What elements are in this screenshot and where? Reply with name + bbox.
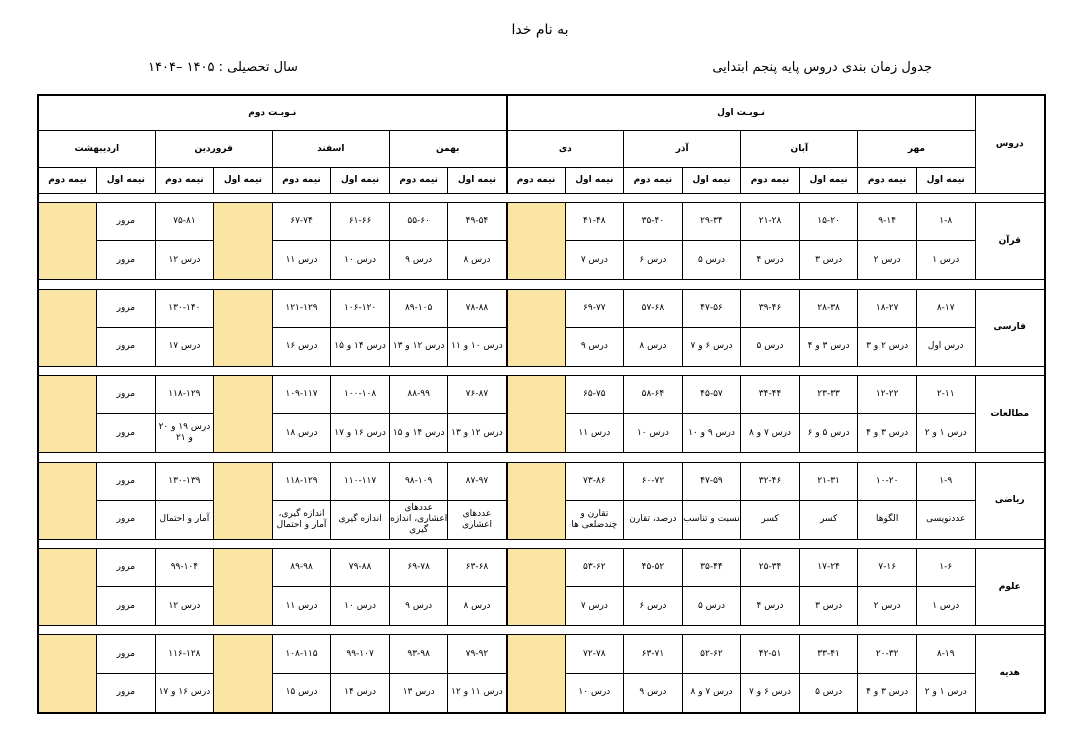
page-range-cell: ۷۲-۷۸ (565, 635, 624, 673)
highlighted-empty-cell (507, 635, 566, 713)
page-range-cell: ۱۰-۲۰ (858, 462, 917, 500)
page-range-cell: مرور (97, 203, 156, 241)
page-range-cell: ۹۳-۹۸ (389, 635, 448, 673)
page-range-cell: ۴۵-۵۷ (682, 376, 741, 414)
page-range-cell: ۱۲-۲۲ (858, 376, 917, 414)
page-range-cell: ۱۰۹-۱۱۷ (272, 376, 331, 414)
page-range-cell: ۱۱۸-۱۲۹ (272, 462, 331, 500)
page-range-cell: ۸۷-۹۷ (448, 462, 507, 500)
lesson-cell: درس ۱۷ (155, 327, 214, 366)
lesson-cell: درس ۸ (448, 587, 507, 626)
month-header: آذر (624, 131, 741, 168)
page-range-cell: ۷۵-۸۱ (155, 203, 214, 241)
page-range-cell: ۱۷-۲۴ (799, 548, 858, 586)
lesson-cell: درس ۵ (741, 327, 800, 366)
lesson-cell: درس ۱ (916, 587, 975, 626)
page-range-cell: ۲۰-۳۲ (858, 635, 917, 673)
row-spacer (38, 453, 1045, 462)
highlighted-empty-cell (214, 376, 273, 453)
lesson-cell: درس ۱۴ و ۱۵ (389, 414, 448, 453)
highlighted-empty-cell (507, 462, 566, 539)
page-range-cell: ۹۹-۱۰۴ (155, 548, 214, 586)
lesson-cell: درصد، تقارن (624, 500, 683, 539)
page-range-cell: ۱-۹ (916, 462, 975, 500)
page-range-cell: ۵۷-۶۸ (624, 289, 683, 327)
highlighted-empty-cell (38, 635, 97, 713)
page-range-cell: ۶۳-۶۸ (448, 548, 507, 586)
lesson-cell: درس ۱۴ (331, 673, 390, 713)
highlighted-empty-cell (38, 203, 97, 280)
lesson-cell: کسر (741, 500, 800, 539)
page-range-cell: ۶۹-۷۷ (565, 289, 624, 327)
page-range-cell: ۹-۱۴ (858, 203, 917, 241)
lesson-cell: درس ۳ (799, 241, 858, 280)
lesson-cell: درس ۱۸ (272, 414, 331, 453)
lesson-cell: اندازه گیری، آمار و احتمال (272, 500, 331, 539)
lesson-cell: درس ۹ (624, 673, 683, 713)
second-half-header: نیمه دوم (155, 168, 214, 194)
lesson-cell: درس ۵ (682, 241, 741, 280)
page-range-cell: ۹۹-۱۰۷ (331, 635, 390, 673)
lesson-cell: درس ۶ (624, 241, 683, 280)
page-range-cell: ۳۹-۴۶ (741, 289, 800, 327)
highlighted-empty-cell (38, 548, 97, 625)
highlighted-empty-cell (214, 548, 273, 625)
subject-row (38, 376, 1045, 414)
page-range-cell: ۵۳-۶۲ (565, 548, 624, 586)
month-header: اردیبهشت (38, 131, 155, 168)
lesson-cell: الگوها (858, 500, 917, 539)
lesson-cell: مرور (97, 673, 156, 713)
second-half-header: نیمه دوم (389, 168, 448, 194)
lesson-cell: درس ۱۰ (565, 673, 624, 713)
lesson-cell: درس ۸ (624, 327, 683, 366)
page-range-cell: ۸-۱۹ (916, 635, 975, 673)
highlighted-empty-cell (214, 462, 273, 539)
page-range-cell: ۷۸-۸۸ (448, 289, 507, 327)
lesson-cell: درس ۷ (565, 587, 624, 626)
page-range-cell: ۵۵-۶۰ (389, 203, 448, 241)
lesson-cell: اندازه گیری (331, 500, 390, 539)
page-range-cell: ۲۳-۳۳ (799, 376, 858, 414)
lesson-cell: درس ۱۰ (624, 414, 683, 453)
highlighted-empty-cell (507, 548, 566, 625)
lesson-cell: درس ۱ (916, 241, 975, 280)
lesson-cell: درس ۵ و ۶ (799, 414, 858, 453)
lesson-cell: تقارن و چندضلعی ها (565, 500, 624, 539)
lesson-cell: درس ۱۰ (331, 241, 390, 280)
page-range-cell: ۱۸-۲۷ (858, 289, 917, 327)
month-header: بهمن (389, 131, 506, 168)
subject-name: فارسی (975, 289, 1045, 366)
highlighted-empty-cell (214, 203, 273, 280)
page-range-cell: ۴۹-۵۴ (448, 203, 507, 241)
subject-row (38, 635, 1045, 673)
lesson-cell: درس ۹ (565, 327, 624, 366)
lessons-header: دروس (975, 95, 1045, 194)
page-range-cell: ۹۸-۱۰۹ (389, 462, 448, 500)
page-range-cell: ۳۵-۴۰ (624, 203, 683, 241)
page-range-cell: مرور (97, 289, 156, 327)
second-half-header: نیمه دوم (38, 168, 97, 194)
page-range-cell: ۶۱-۶۶ (331, 203, 390, 241)
month-header: آبان (741, 131, 858, 168)
lesson-cell: درس ۱۵ (272, 673, 331, 713)
page-range-cell: ۷۹-۹۲ (448, 635, 507, 673)
page-range-cell: مرور (97, 376, 156, 414)
lesson-cell: درس ۱۶ (272, 327, 331, 366)
page-range-cell: ۱۳۰-۱۳۹ (155, 462, 214, 500)
row-spacer (38, 280, 1045, 289)
page-range-cell: ۴۲-۵۱ (741, 635, 800, 673)
page-range-cell: ۱-۶ (916, 548, 975, 586)
second-half-header: نیمه دوم (858, 168, 917, 194)
lesson-cell: کسر (799, 500, 858, 539)
lesson-cell: درس ۲ (858, 587, 917, 626)
lesson-cell: درس ۱۹ و ۲۰ و ۲۱ (155, 414, 214, 453)
month-header: فروردین (155, 131, 272, 168)
lesson-cell: درس ۳ و ۴ (858, 673, 917, 713)
first-half-header: نیمه اول (331, 168, 390, 194)
page-range-cell: ۷۹-۸۸ (331, 548, 390, 586)
lesson-cell: درس ۷ (565, 241, 624, 280)
highlighted-empty-cell (38, 289, 97, 366)
page-range-cell: ۱۲۱-۱۲۹ (272, 289, 331, 327)
lesson-cell: مرور (97, 241, 156, 280)
subject-row (38, 462, 1045, 500)
page-range-cell: ۶۹-۷۸ (389, 548, 448, 586)
page-range-cell: ۷-۱۶ (858, 548, 917, 586)
second-half-header: نیمه دوم (272, 168, 331, 194)
row-spacer (38, 626, 1045, 635)
turn-1-header: نـوبـت اول (507, 95, 976, 131)
lesson-cell: مرور (97, 587, 156, 626)
lesson-cell: درس ۵ (799, 673, 858, 713)
page-range-cell: ۱۰۶-۱۲۰ (331, 289, 390, 327)
first-half-header: نیمه اول (565, 168, 624, 194)
lesson-cell: درس ۳ (799, 587, 858, 626)
lesson-cell: درس ۳ و ۴ (799, 327, 858, 366)
lesson-cell: مرور (97, 500, 156, 539)
first-half-header: نیمه اول (214, 168, 273, 194)
lesson-cell: درس ۶ (624, 587, 683, 626)
subject-row (38, 548, 1045, 586)
page-range-cell: ۲۱-۲۸ (741, 203, 800, 241)
highlighted-empty-cell (214, 289, 273, 366)
lesson-cell: درس ۷ و ۸ (682, 673, 741, 713)
lesson-cell: درس ۳ و ۴ (858, 414, 917, 453)
lesson-cell: درس ۱ و ۲ (916, 673, 975, 713)
schedule-table (37, 94, 1046, 714)
page-range-cell: ۲۱-۳۱ (799, 462, 858, 500)
page-range-cell: ۴۷-۵۶ (682, 289, 741, 327)
subject-name: قرآن (975, 203, 1045, 280)
schedule-subtitle: جدول زمان بندی دروس پایه پنجم ابتدایی (712, 60, 932, 75)
highlighted-empty-cell (507, 203, 566, 280)
lesson-cell: عددنویسی (916, 500, 975, 539)
page-range-cell: ۸۹-۹۸ (272, 548, 331, 586)
page-range-cell: ۸-۱۷ (916, 289, 975, 327)
subject-row (38, 203, 1045, 241)
lesson-cell: درس ۱۲ و ۱۳ (448, 414, 507, 453)
first-half-header: نیمه اول (448, 168, 507, 194)
first-half-header: نیمه اول (799, 168, 858, 194)
lesson-cell: درس ۴ (741, 587, 800, 626)
page-range-cell: ۳۴-۴۴ (741, 376, 800, 414)
bismillah-heading: به نام خدا (511, 22, 569, 38)
page-range-cell: ۲-۱۱ (916, 376, 975, 414)
page-range-cell: ۷۶-۸۷ (448, 376, 507, 414)
first-half-header: نیمه اول (97, 168, 156, 194)
page-range-cell: مرور (97, 635, 156, 673)
page-range-cell: ۲۸-۳۸ (799, 289, 858, 327)
subject-row (38, 289, 1045, 327)
lesson-cell: درس ۵ (682, 587, 741, 626)
month-header: مهر (858, 131, 975, 168)
lesson-cell: درس ۶ و ۷ (741, 673, 800, 713)
lesson-cell: درس ۱۱ (565, 414, 624, 453)
lesson-cell: درس ۸ (448, 241, 507, 280)
lesson-cell: درس ۱۲ (155, 587, 214, 626)
row-spacer (38, 366, 1045, 375)
lesson-cell: درس ۱۰ (331, 587, 390, 626)
lesson-cell: درس ۲ و ۳ (858, 327, 917, 366)
subject-name: مطالعات (975, 376, 1045, 453)
lesson-cell: درس اول (916, 327, 975, 366)
page-range-cell: ۲۵-۳۴ (741, 548, 800, 586)
lesson-cell: درس ۱۳ (389, 673, 448, 713)
lesson-cell: درس ۱۱ (272, 587, 331, 626)
page-range-cell: مرور (97, 462, 156, 500)
academic-year: سال تحصیلی : ۱۴۰۵ –۱۴۰۴ (148, 60, 298, 75)
lesson-cell: درس ۲ (858, 241, 917, 280)
lesson-cell: درس ۹ (389, 241, 448, 280)
lesson-cell: مرور (97, 414, 156, 453)
page-range-cell: ۱۵-۲۰ (799, 203, 858, 241)
lesson-cell: نسبت و تناسب (682, 500, 741, 539)
highlighted-empty-cell (214, 635, 273, 713)
lesson-cell: درس ۱۰ و ۱۱ (448, 327, 507, 366)
lesson-cell: درس ۱ و ۲ (916, 414, 975, 453)
highlighted-empty-cell (38, 462, 97, 539)
second-half-header: نیمه دوم (624, 168, 683, 194)
page-range-cell: ۱۰۰-۱۰۸ (331, 376, 390, 414)
page-range-cell: ۱۱۶-۱۲۸ (155, 635, 214, 673)
lesson-cell: درس ۶ و ۷ (682, 327, 741, 366)
subject-name: هدیه (975, 635, 1045, 713)
lesson-cell: مرور (97, 327, 156, 366)
page-range-cell: ۱-۸ (916, 203, 975, 241)
page-range-cell: ۱۰۸-۱۱۵ (272, 635, 331, 673)
lesson-cell: درس ۱۴ و ۱۵ (331, 327, 390, 366)
page-range-cell: ۳۵-۴۴ (682, 548, 741, 586)
lesson-cell: عددهای اعشاری (448, 500, 507, 539)
highlighted-empty-cell (507, 376, 566, 453)
page-range-cell: ۱۳۰-۱۴۰ (155, 289, 214, 327)
page-range-cell: ۸۸-۹۹ (389, 376, 448, 414)
subject-name: ریاضی (975, 462, 1045, 539)
lesson-cell: درس ۷ و ۸ (741, 414, 800, 453)
lesson-cell: درس ۴ (741, 241, 800, 280)
second-half-header: نیمه دوم (741, 168, 800, 194)
page-range-cell: ۱۱۸-۱۲۹ (155, 376, 214, 414)
lesson-cell: درس ۱۲ (155, 241, 214, 280)
row-spacer (38, 194, 1045, 203)
lesson-cell: درس ۹ و ۱۰ (682, 414, 741, 453)
page-range-cell: ۵۸-۶۴ (624, 376, 683, 414)
first-half-header: نیمه اول (916, 168, 975, 194)
month-header: دی (507, 131, 624, 168)
page-range-cell: مرور (97, 548, 156, 586)
page-range-cell: ۱۱۰-۱۱۷ (331, 462, 390, 500)
lesson-cell: درس ۱۶ و ۱۷ (155, 673, 214, 713)
page-range-cell: ۶۷-۷۴ (272, 203, 331, 241)
page-range-cell: ۴۱-۴۸ (565, 203, 624, 241)
lesson-cell: درس ۱۲ و ۱۳ (389, 327, 448, 366)
page-range-cell: ۳۳-۴۱ (799, 635, 858, 673)
lesson-cell: درس ۱۱ و ۱۲ (448, 673, 507, 713)
lesson-cell: درس ۱۱ (272, 241, 331, 280)
second-half-header: نیمه دوم (507, 168, 566, 194)
page-range-cell: ۵۲-۶۲ (682, 635, 741, 673)
row-spacer (38, 539, 1045, 548)
page-range-cell: ۴۷-۵۹ (682, 462, 741, 500)
lesson-cell: آمار و احتمال (155, 500, 214, 539)
turn-2-header: نـوبـت دوم (38, 95, 507, 131)
page-range-cell: ۸۹-۱۰۵ (389, 289, 448, 327)
lesson-cell: درس ۹ (389, 587, 448, 626)
first-half-header: نیمه اول (682, 168, 741, 194)
page-range-cell: ۷۳-۸۶ (565, 462, 624, 500)
lesson-cell: عددهای اعشاری، اندازه گیری (389, 500, 448, 539)
page-range-cell: ۶۳-۷۱ (624, 635, 683, 673)
page-range-cell: ۶۰-۷۲ (624, 462, 683, 500)
lesson-cell: درس ۱۶ و ۱۷ (331, 414, 390, 453)
month-header: اسفند (272, 131, 389, 168)
subject-name: علوم (975, 548, 1045, 625)
page-range-cell: ۴۵-۵۲ (624, 548, 683, 586)
page-range-cell: ۳۲-۴۶ (741, 462, 800, 500)
page-range-cell: ۲۹-۳۴ (682, 203, 741, 241)
page-range-cell: ۶۵-۷۵ (565, 376, 624, 414)
highlighted-empty-cell (507, 289, 566, 366)
highlighted-empty-cell (38, 376, 97, 453)
